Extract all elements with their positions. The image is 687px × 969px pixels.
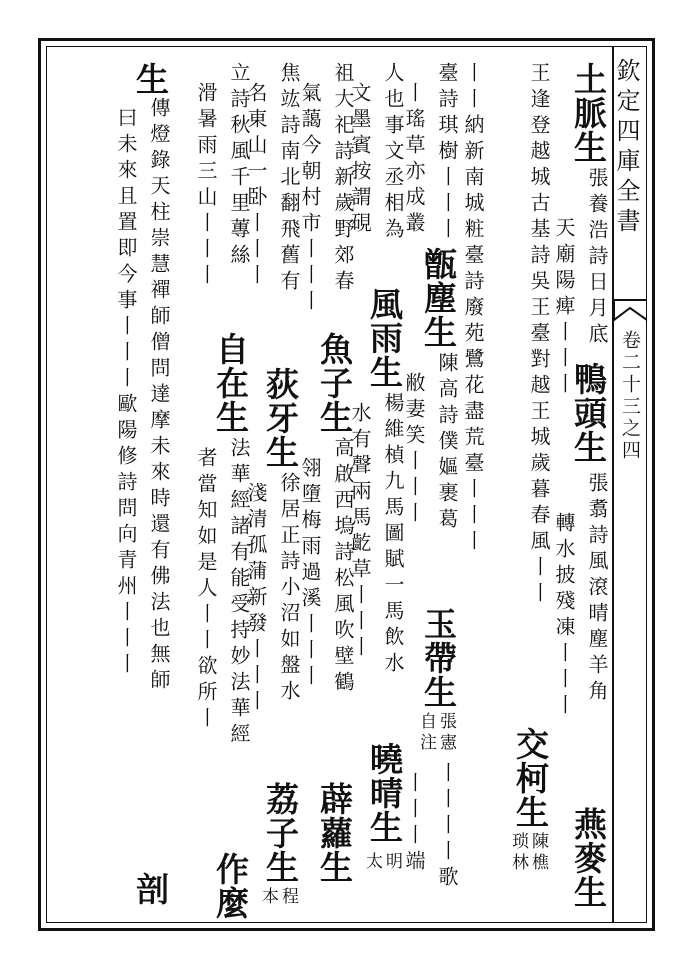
annotation-left: 琐林 [508,832,528,874]
headword: 荔子生 [261,782,300,884]
commentary-text: 敝妻笑丨丨丨 [402,372,426,528]
headword: 自在生 [211,332,250,434]
commentary-text: 水有聲兩馬齕草丨丨丨 [348,402,372,662]
commentary-text: 丨丨丨端 [402,772,426,876]
commentary-text: 氣藹今朝村市丨丨丨 [298,82,322,316]
annotation-left: 本 [258,887,278,908]
text-column [402,62,462,912]
commentary-text: 滑暑雨三山丨丨丨 [194,82,218,290]
fishtail-mark [614,298,647,322]
annotation-left: 自注 [416,712,436,754]
headword: 曉晴生 [365,742,404,844]
headword: 土脈生 [569,62,608,164]
commentary-text: 人也事文丞相為 [381,62,405,244]
commentary-text: 曰未來且置即今事丨丨丨歐陽修詩問向青州丨丨丨 [114,107,138,679]
juan-label: 卷二十三之四 [619,330,641,462]
text-column [244,62,304,912]
commentary-text: 文墨賓按謂硯 [348,82,372,238]
text-column [348,62,408,912]
annotation-pair [416,712,462,754]
headword: 鴨頭生 [569,362,608,464]
annotation-right: 明 [382,852,402,873]
annotation-right: 張憲 [436,712,456,754]
annotation-left: 太 [362,852,382,873]
headword: 剖 [131,872,170,906]
text-column [194,62,254,920]
annotation-pair [258,887,304,908]
annotation-right: 程 [278,887,298,908]
commentary-text: 王逢登越城古基詩吳王臺對越王城歲暮春風丨丨 [527,62,551,608]
commentary-text: 立詩秋風千里蓴絲 [227,62,251,270]
text-column [552,62,612,912]
commentary-text: 天廟陽痺丨丨丨 [552,217,576,399]
headword: 生 [131,62,170,96]
commentary-text: 丨丨丨丨歌 [435,762,459,892]
headword: 薜蘿生 [315,782,354,884]
commentary-text: 祖大祀詩新歲野郊春 [331,62,355,296]
headword: 玉帶生 [419,607,458,709]
text-column [114,62,174,912]
commentary-text: 翎墮梅雨過溪丨丨丨 [298,457,322,691]
commentary-text: 張翥詩風滾晴塵羊角 [585,472,609,706]
text-column [298,62,358,912]
commentary-text: 陳高詩僕嫗裹葛 [435,352,459,534]
commentary-text: 丨丨納新南城粧臺詩廢苑鷺花盡荒臺丨丨丨 [461,62,485,556]
commentary-text: 淺清孤蒲新發丨丨丨 [244,482,268,716]
headword: 魚子生 [315,332,354,434]
commentary-text: 張養浩詩日月底 [585,167,609,349]
annotation-pair [508,832,554,874]
annotation-pair [362,852,408,873]
commentary-text: 名東山一卧丨丨丨 [244,82,268,290]
commentary-text: 高啟西塢詩松風吹壁鶴 [331,437,355,697]
headword: 甑塵生 [419,247,458,349]
headword: 荻牙生 [261,367,300,469]
commentary-text: 焦竑詩南北翻飛舊有 [277,62,301,296]
commentary-text: 丨瑤草亦成叢 [402,82,426,238]
headword: 風雨生 [365,287,404,389]
commentary-text: 徐居正詩小沼如盤水 [277,472,301,706]
commentary-text: 者當知如是人丨丨欲所丨 [194,447,218,733]
commentary-text: 法華經諸有能受持妙法華經 [227,437,251,749]
commentary-text: 臺詩琪樹丨丨丨 [435,62,459,244]
headword: 交柯生 [511,727,550,829]
text-column [508,62,554,912]
commentary-text: 楊維楨九馬圖賦一馬飲水 [381,392,405,678]
text-column [458,62,488,912]
headword: 燕麥生 [569,807,608,909]
book-title: 欽定四庫全書 [612,58,640,238]
annotation-right: 陳樵 [528,832,548,874]
commentary-text: 傳燈錄天柱崇慧禪師僧問達摩未來時還有佛法也無師 [147,97,171,695]
commentary-text: 轉水披殘凍丨丨丨 [552,512,576,720]
headword: 作麼 [211,852,250,920]
